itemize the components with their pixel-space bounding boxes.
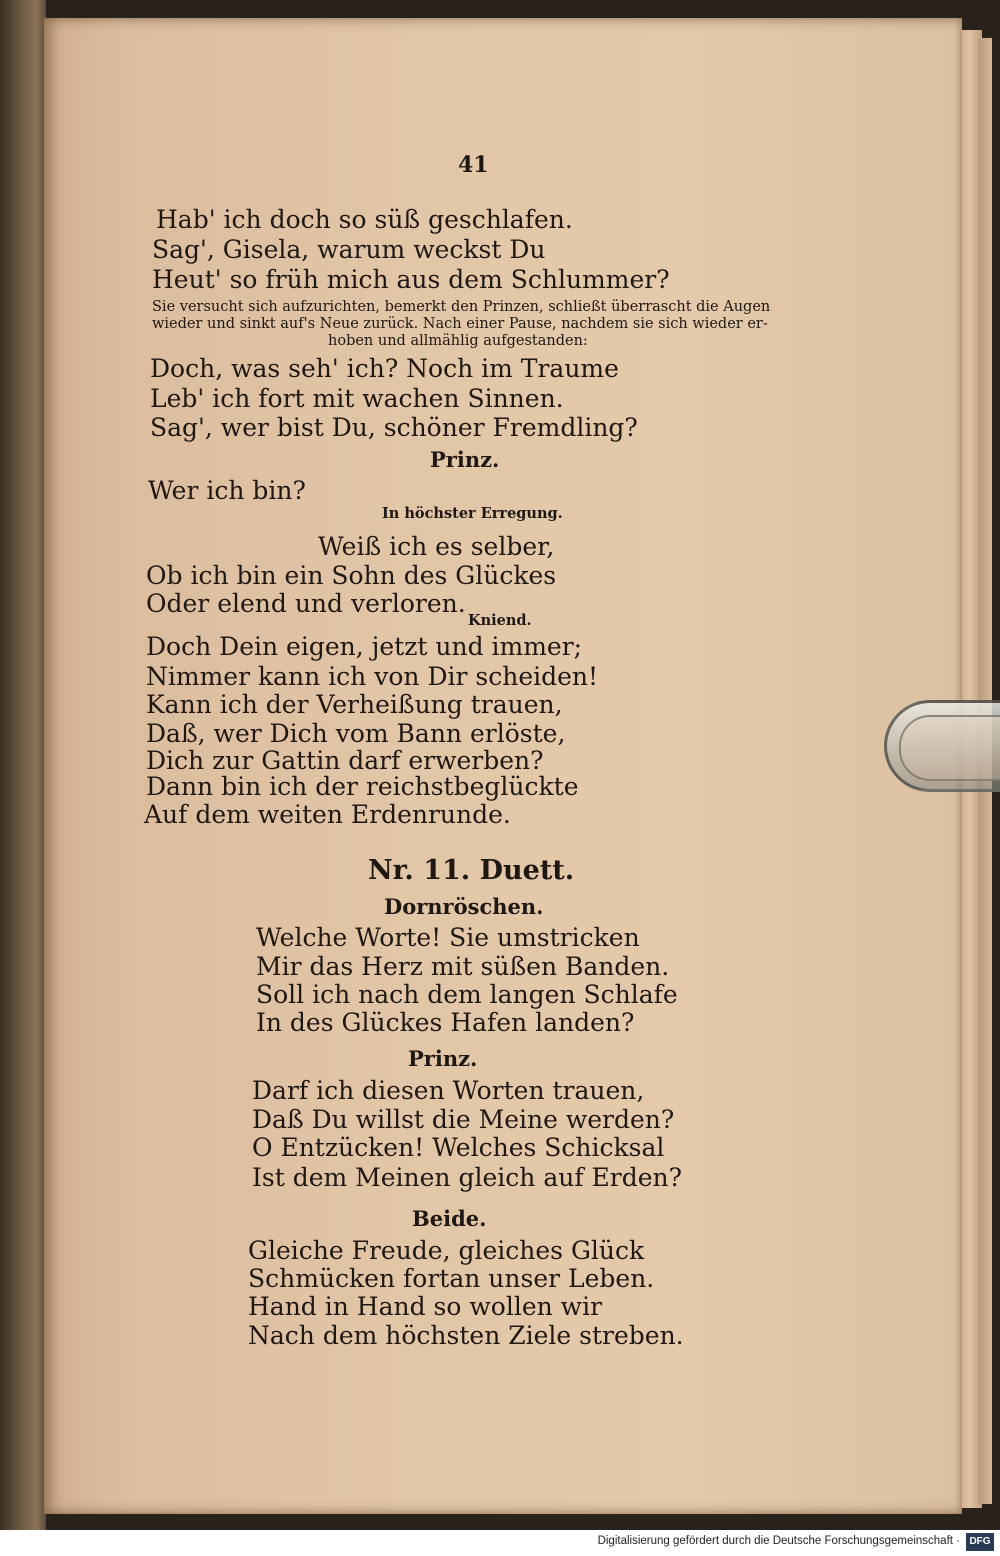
speaker-prinz: Prinz. (408, 1046, 478, 1071)
page-number: 41 (458, 152, 489, 178)
verse-line: Kann ich der Verheißung trauen, (146, 690, 563, 719)
speaker-dornroeschen: Dornröschen. (384, 894, 544, 919)
verse-line: Wer ich bin? (148, 476, 306, 505)
speaker-prinz: Prinz. (430, 447, 500, 472)
number-heading: Nr. 11. Duett. (368, 855, 575, 886)
verse-line: Darf ich diesen Worten trauen, (252, 1076, 645, 1105)
verse-line: Mir das Herz mit süßen Banden. (256, 952, 670, 981)
verse-line: Nimmer kann ich von Dir scheiden! (146, 662, 599, 691)
verse-line: Leb' ich fort mit wachen Sinnen. (150, 384, 564, 413)
verse-line: Doch, was seh' ich? Noch im Traume (150, 354, 619, 383)
verse-line: Nach dem höchsten Ziele streben. (248, 1321, 684, 1350)
footer-credit: Digitalisierung gefördert durch die Deutsche Forschungsgemeinschaft · (597, 1535, 960, 1547)
stage-direction: wieder und sinkt auf's Neue zurück. Nach einer Pause, nachdem sie sich wieder er- (152, 316, 768, 332)
book-spine-edge (0, 0, 46, 1530)
verse-line: Doch Dein eigen, jetzt und immer; (146, 632, 583, 661)
verse-line: Ist dem Meinen gleich auf Erden? (252, 1163, 683, 1192)
verse-line: Sag', Gisela, warum weckst Du (152, 235, 546, 264)
verse-line: O Entzücken! Welches Schicksal (252, 1133, 665, 1162)
verse-line: Ob ich bin ein Sohn des Glückes (146, 561, 557, 590)
stage-direction: In höchster Erregung. (382, 505, 563, 522)
verse-line: Soll ich nach dem langen Schlafe (256, 980, 678, 1009)
verse-line: Weiß ich es selber, (318, 532, 555, 561)
verse-line: Auf dem weiten Erdenrunde. (144, 800, 511, 829)
dfg-logo: DFG (966, 1533, 994, 1551)
verse-line: Dann bin ich der reichstbeglückte (146, 772, 579, 801)
verse-line: Oder elend und verloren. (146, 589, 466, 618)
verse-line: Daß, wer Dich vom Bann erlöste, (146, 719, 566, 748)
verse-line: Gleiche Freude, gleiches Glück (248, 1236, 645, 1265)
verse-line: Hab' ich doch so süß geschlafen. (156, 205, 573, 234)
verse-line: Welche Worte! Sie umstricken (256, 923, 640, 952)
verse-line: Heut' so früh mich aus dem Schlummer? (152, 265, 670, 294)
verse-line: In des Glückes Hafen landen? (256, 1008, 635, 1037)
speaker-beide: Beide. (412, 1206, 487, 1231)
stage-direction: Sie versucht sich aufzurichten, bemerkt den Prinzen, schließt überrascht die Augen (152, 299, 771, 315)
verse-line: Schmücken fortan unser Leben. (248, 1264, 655, 1293)
verse-line: Sag', wer bist Du, schöner Fremdling? (150, 413, 638, 442)
stage-direction: Kniend. (468, 612, 532, 629)
stage-direction: hoben und allmählig aufgestanden: (328, 333, 588, 349)
page-clip-inner (899, 715, 1000, 781)
verse-line: Hand in Hand so wollen wir (248, 1292, 603, 1321)
verse-line: Daß Du willst die Meine werden? (252, 1105, 675, 1134)
verse-line: Dich zur Gattin darf erwerben? (146, 746, 544, 775)
page-clip (884, 700, 1000, 792)
